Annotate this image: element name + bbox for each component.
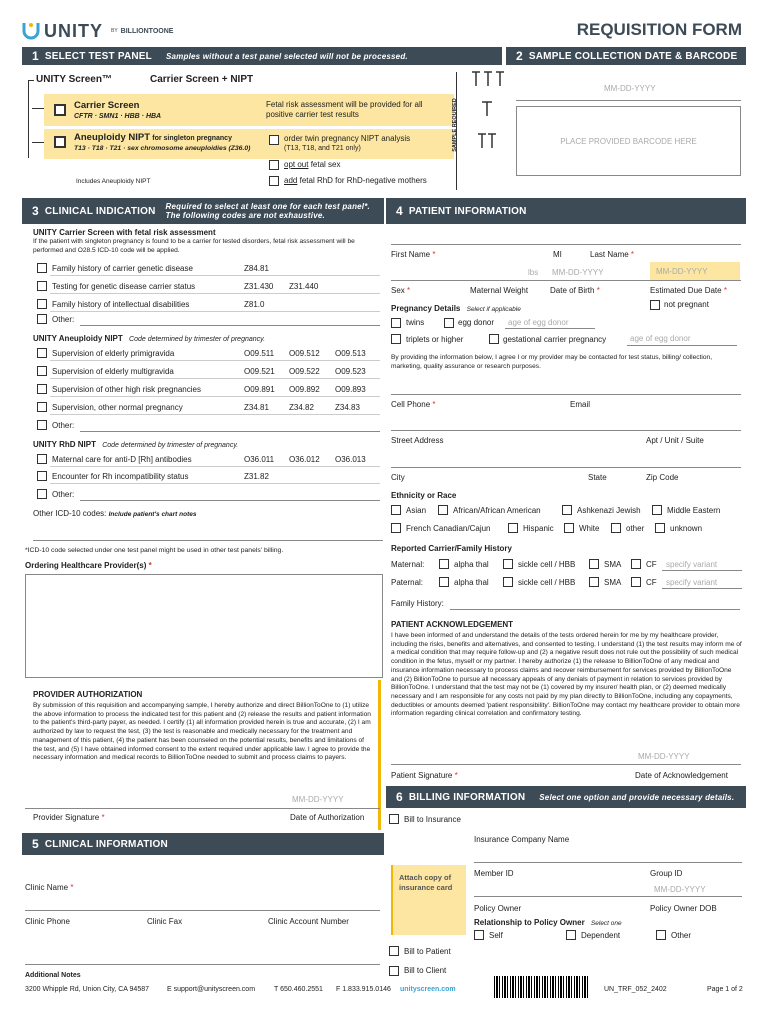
ordering-provider-box[interactable] [25,574,383,678]
pregnancy-details-label: Pregnancy Details Select if applicable [391,304,521,313]
insurance-company-label: Insurance Company Name [474,835,570,844]
aneuploidy-detail: T13 · T18 · T21 · sex chromosome aneuploidies (Z36.0) [74,145,251,152]
dob-label: Date of Birth * [550,286,600,295]
ucs-row-checkbox[interactable] [37,299,47,309]
form-code: UN_TRF_052_2402 [604,986,667,993]
unity-screen-label: UNITY Screen™ [36,74,112,85]
carrier-history-option: sickle cell / HBB [518,560,576,569]
includes-note: Includes Aneuploidy NIPT [76,178,151,185]
weight-label: Maternal Weight [470,286,529,295]
relationship-checkbox[interactable] [566,930,576,940]
specify-variant-input[interactable]: specify variant [666,560,718,569]
ucs-title: UNITY Carrier Screen with fetal risk assessment [33,228,216,237]
carrier-screen-label: Carrier Screen [74,100,140,111]
ua-other-checkbox[interactable] [37,420,47,430]
ua-row-code: O09.512 [289,349,320,358]
zip-label: Zip Code [646,473,679,482]
carrier-history-checkbox[interactable] [589,577,599,587]
ur-row-code: O36.011 [244,455,275,464]
ua-row-label: Supervision, other normal pregnancy [52,403,183,412]
footer-website[interactable]: unityscreen.com [400,986,456,993]
ua-row-code: Z34.81 [244,403,269,412]
ucs-row-label: Testing for genetic disease carrier status [52,282,196,291]
ua-row-label: Supervision of other high risk pregnancies [52,385,201,394]
ethnicity-option: Asian [406,506,427,515]
twins-label: twins [406,318,425,327]
ur-other-checkbox[interactable] [37,489,47,499]
aneuploidy-title: Aneuploidy NIPT for singleton pregnancy [74,132,232,143]
ethnicity-checkbox[interactable] [391,505,401,515]
specify-variant-line [662,588,742,589]
ethnicity-label: Ethnicity or Race [391,491,457,500]
dob-input[interactable]: MM-DD-YYYY [552,268,604,277]
add-rhd-checkbox[interactable] [269,176,279,186]
owner-dob-input[interactable]: MM-DD-YYYY [654,885,706,894]
ucs-other-label: Other: [52,315,75,324]
clinic-phone-label: Clinic Phone [25,917,70,926]
ethnicity-option: Hispanic [523,524,554,533]
ethnicity-option: unknown [670,524,703,533]
sample-required-label: SAMPLE REQUIRED [452,98,458,152]
relationship-option: Other [671,931,692,940]
ethnicity-option: Middle Eastern [667,506,721,515]
twin-checkbox[interactable] [269,135,279,145]
collection-date-input[interactable]: MM-DD-YYYY [604,84,656,93]
ur-title: UNITY RhD NIPT Code determined by trimester of pregnancy. [33,440,239,449]
ethnicity-checkbox[interactable] [611,523,621,533]
ethnicity-option: White [579,524,600,533]
patient-ack-title: PATIENT ACKNOWLEDGEMENT [391,620,514,629]
barcode-graphic [494,976,590,998]
not-pregnant-checkbox[interactable] [650,300,660,310]
ucs-row-label: Family history of carrier genetic disease [52,264,193,273]
ua-row-code: Z34.83 [335,403,360,412]
ua-row-line [50,414,380,415]
footer-email[interactable]: E support@unityscreen.com [167,986,256,993]
section-1-header: 1 SELECT TEST PANEL Samples without a test panel selected will not be processed. [22,47,502,65]
ua-row-code: Z34.82 [289,403,314,412]
ur-row-code: Z31.82 [244,472,269,481]
section-2-header: 2 SAMPLE COLLECTION DATE & BARCODE [506,47,746,65]
bill-client-label: Bill to Client [404,966,447,975]
ethnicity-option: other [626,524,645,533]
gestational-age-input[interactable]: age of egg donor [630,334,691,343]
carrier-history-option: CF [646,578,657,587]
authorization-date-label: Date of Authorization [290,813,365,822]
ua-row-line [50,396,380,397]
ua-row-checkbox[interactable] [37,384,47,394]
gestational-carrier-label: gestational carrier pregnancy [503,335,607,344]
relationship-option: Self [489,931,503,940]
section-4-header: 4 PATIENT INFORMATION [386,198,746,224]
ucs-row-checkbox[interactable] [37,263,47,273]
section-5-header: 5 CLINICAL INFORMATION [22,833,384,855]
due-date-input[interactable]: MM-DD-YYYY [650,262,740,280]
ethnicity-checkbox[interactable] [438,505,448,515]
ethnicity-checkbox[interactable] [655,523,665,533]
bill-patient-label: Bill to Patient [404,947,451,956]
ucs-row-line [50,275,380,276]
mi-label: MI [553,250,562,259]
city-label: City [391,473,405,482]
egg-donor-checkbox[interactable] [444,318,454,328]
carrier-history-checkbox[interactable] [439,559,449,569]
section-3-header: 3 CLINICAL INDICATION Required to select at least one for each test panel*. The following codes are not exhaustive. [22,198,384,224]
ethnicity-option: Ashkenazi Jewish [577,506,641,515]
ethnicity-checkbox[interactable] [652,505,662,515]
ua-row-code: O09.522 [289,367,320,376]
relationship-label: Relationship to Policy Owner Select one [474,918,622,927]
bill-patient-checkbox[interactable] [389,946,399,956]
carrier-genes: CFTR · SMN1 · HBB · HBA [74,113,162,120]
carrier-history-option: CF [646,560,657,569]
member-id-label: Member ID [474,869,514,878]
last-name-label: Last Name * [590,250,635,259]
not-pregnant-label: not pregnant [664,300,709,309]
carrier-history-checkbox[interactable] [589,559,599,569]
carrier-screen-checkbox[interactable] [54,104,66,116]
add-rhd-label: add fetal RhD for RhD-negative mothers [284,176,427,185]
brand-name: UNITY [44,20,103,41]
provider-auth-title: PROVIDER AUTHORIZATION [33,690,143,699]
barcode-area[interactable]: PLACE PROVIDED BARCODE HERE [516,106,741,176]
ur-row-line [50,483,380,484]
family-history-label: Family History: [391,599,444,608]
cell-phone-label: Cell Phone * [391,400,436,409]
provider-signature-label: Provider Signature * [33,813,105,822]
ua-row-line [50,378,380,379]
carrier-history-checkbox[interactable] [631,577,641,587]
carrier-history-option: SMA [604,560,622,569]
ua-row-code: O09.521 [244,367,275,376]
aneuploidy-checkbox[interactable] [54,136,66,148]
ur-row-code: O36.013 [335,455,366,464]
ur-other-label: Other: [52,490,75,499]
ur-row-label: Maternal care for anti-D [Rh] antibodies [52,455,192,464]
logo [22,20,173,42]
icd-footnote: *ICD-10 code selected under one test panel might be used in other test panels' billing. [25,547,284,554]
street-label: Street Address [391,436,444,445]
ucs-row-label: Family history of intellectual disabilities [52,300,190,309]
ethnicity-checkbox[interactable] [562,505,572,515]
clinic-account-label: Clinic Account Number [268,917,349,926]
carrier-history-option: alpha thal [454,578,489,587]
carrier-history-option: sickle cell / HBB [518,578,576,587]
ucs-row-code: Z81.0 [244,300,265,309]
contact-consent: By providing the information below, I agree I or my provider may be contacted for test status, billing/ collection, marketing, quality assurance or research purposes. [391,354,713,370]
ua-row-code: O09.513 [335,349,366,358]
footer-fax: F 1.833.915.0146 [336,986,391,993]
bill-insurance-label: Bill to Insurance [404,815,461,824]
ethnicity-checkbox[interactable] [564,523,574,533]
specify-variant-input[interactable]: specify variant [666,578,718,587]
twin-sub: (T13, T18, and T21 only) [284,145,361,152]
unity-logo-icon [22,21,40,41]
egg-donor-age-input[interactable]: age of egg donor [508,318,569,327]
egg-donor-label: egg donor [458,318,495,327]
patient-ack-text: I have been informed of and understand the details of the tests ordered herein for me by my healthcare provider, including the risks, benefits and alternatives, and consented to testing. I understand (1) the test results may inform me of a medical condition that may require follow-up and (2) a negative result does not rule out the possibility of such medical condition in the fetus, myself or my partner. I hereby authorize (1) the release to BillionToOne of any medical and insurance information necessary to process claims and recover reimbursement for services provided by BillionToOne and (2) BillionToOne to pursue all necessary appeals of any denials of payment in relation to services provided by BillionToOne. I understand that the test may not be (1) covered by my insurer/ health plan, or (2) deemed medically necessary and I am responsible for any costs not paid by my plan directly to BillionToOne, including any copayments, deductibles or amounts deemed 'patient responsibility'. BillionToOne may contact my healthcare provider to obtain more information regarding clinical correlation and confirmatory testing. [391,632,742,718]
ua-row-label: Supervision of elderly multigravida [52,367,174,376]
ur-row-checkbox[interactable] [37,454,47,464]
gestational-carrier-checkbox[interactable] [489,334,499,344]
policy-owner-dob-label: Policy Owner DOB [650,904,717,913]
ack-date-input[interactable]: MM-DD-YYYY [638,752,690,761]
sex-label: Sex * [391,286,411,295]
twins-checkbox[interactable] [391,318,401,328]
ua-row-code: O09.892 [289,385,320,394]
bill-insurance-checkbox[interactable] [389,814,399,824]
provider-auth-text: By submission of this requisition and accompanying sample, I hereby authorize and direct BillionToOne to (1) utilize the above information to process the indicated test for this patient and (2) release the results and patient information to the patient's third-party payer, as needed. I certify (1) all information provided herein is true and accurate, (2) I am authorized by law to request the test, (3) the test is reasonable and medically necessary for the treatment and management of this patient, (4) the patient has been counseled on the potential results, benefits and limitations of the test, and (5) I have obtained informed consent to the extent required under applicable law. I agree to provide the necessary information and medical records to BillionToOne needed to submit and process claims to payers. [33,702,371,762]
ua-row-code: O09.891 [244,385,275,394]
carrier-history-checkbox[interactable] [439,577,449,587]
ur-row-line [50,466,380,467]
footer-phone: T 650.460.2551 [274,986,323,993]
other-icd-label: Other ICD-10 codes: Include patient's chart notes [33,509,197,518]
additional-notes-label: Additional Notes [25,972,81,979]
clinic-name-label: Clinic Name * [25,883,74,892]
section-6-header: 6 BILLING INFORMATION Select one option and provide necessary details. [386,786,746,808]
first-name-label: First Name * [391,250,436,259]
ua-row-checkbox[interactable] [37,366,47,376]
optout-checkbox[interactable] [269,160,279,170]
twin-label: order twin pregnancy NIPT analysis [284,134,411,143]
triplets-label: triplets or higher [406,335,464,344]
state-label: State [588,473,607,482]
partner-name: BILLIONTOONE [120,27,174,35]
ua-row-label: Supervision of elderly primigravida [52,349,175,358]
ucs-row-checkbox[interactable] [37,281,47,291]
clinic-fax-label: Clinic Fax [147,917,183,926]
ucs-other-checkbox[interactable] [37,314,47,324]
ur-row-label: Encounter for Rh incompatibility status [52,472,189,481]
ordering-provider-label: Ordering Healthcare Provider(s) * [25,561,152,570]
bill-client-checkbox[interactable] [389,966,399,976]
group-id-label: Group ID [650,869,683,878]
carrier-history-checkbox[interactable] [631,559,641,569]
ucs-row-line [50,311,380,312]
relationship-option: Dependent [581,931,621,940]
carrier-nipt-label: Carrier Screen + NIPT [150,74,254,85]
specify-variant-line [662,570,742,571]
ua-row-checkbox[interactable] [37,402,47,412]
ua-row-code: O09.523 [335,367,366,376]
insurance-card-area[interactable]: Attach copy of insurance card [391,865,466,935]
paternal-label: Paternal: [391,578,424,587]
relationship-checkbox[interactable] [656,930,666,940]
fetal-risk-note: Fetal risk assessment will be provided for all positive carrier test results [266,100,423,119]
ua-row-line [50,360,380,361]
authorization-date-input[interactable]: MM-DD-YYYY [292,795,344,804]
brand-by: BY [111,28,118,34]
carrier-history-label: Reported Carrier/Family History [391,544,512,553]
ucs-desc: If the patient with singleton pregnancy is found to be a carrier for tested disorders, fetal risk assessment will be performed and O28.5 ICD-10 code will be applied. [33,238,355,254]
weight-unit: lbs [528,268,539,277]
ack-date-label: Date of Acknowledgement [635,771,728,780]
carrier-history-checkbox[interactable] [503,577,513,587]
ua-row-code: O09.511 [244,349,275,358]
relationship-checkbox[interactable] [474,930,484,940]
due-date-label: Estimated Due Date * [650,286,727,295]
apt-label: Apt / Unit / Suite [646,436,704,445]
patient-signature-label: Patient Signature * [391,771,458,780]
ucs-row-line [50,293,380,294]
ua-row-checkbox[interactable] [37,348,47,358]
carrier-history-option: SMA [604,578,622,587]
ua-title: UNITY Aneuploidy NIPT Code determined by trimester of pregnancy. [33,334,266,343]
sample-tubes-icon [470,70,504,160]
optout-label: opt out fetal sex [284,160,341,169]
ur-row-code: O36.012 [289,455,320,464]
ethnicity-checkbox[interactable] [508,523,518,533]
ethnicity-option: African/African American [453,506,541,515]
policy-owner-label: Policy Owner [474,904,522,913]
form-title: REQUISITION FORM [576,20,742,39]
ethnicity-checkbox[interactable] [391,523,401,533]
ua-row-code: O09.893 [335,385,366,394]
ucs-row-code: Z84.81 [244,264,269,273]
footer-address: 3200 Whipple Rd, Union City, CA 94587 [25,986,149,993]
carrier-history-checkbox[interactable] [503,559,513,569]
ucs-row-code: Z31.430 [244,282,274,291]
email-label: Email [570,400,591,409]
triplets-checkbox[interactable] [391,334,401,344]
ethnicity-option: French Canadian/Cajun [406,524,491,533]
ucs-row-code: Z31.440 [289,282,319,291]
carrier-history-option: alpha thal [454,560,489,569]
ur-row-checkbox[interactable] [37,471,47,481]
maternal-label: Maternal: [391,560,425,569]
page-number: Page 1 of 2 [707,986,743,993]
ua-other-label: Other: [52,421,75,430]
